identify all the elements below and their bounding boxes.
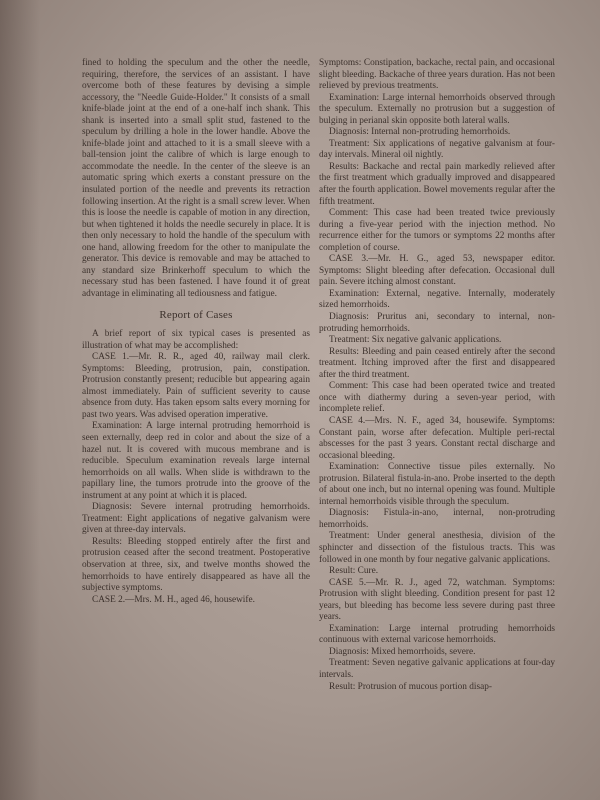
page-gutter-shadow bbox=[0, 0, 40, 800]
body-paragraph: Treatment: Under general anesthesia, division of the sphincter and dissection of the fistulous tracts. This was followed in one month by four negative galvanic applications. bbox=[319, 531, 555, 565]
body-paragraph: Examination: Large internal hemorrhoids observed through the speculum. Externally no protrusion but a suggestion of bulging in perianal skin opposite both lateral walls. bbox=[319, 92, 555, 126]
body-paragraph: Result: Cure. bbox=[329, 566, 379, 577]
body-paragraph: Symptoms: Constipation, backache, rectal pain, and occasional slight bleeding. Backache of three years duration. Has not been relieved by previous treatments. bbox=[319, 58, 555, 92]
body-paragraph: Examination: External, negative. Internally, moderately sized hemorrhoids. bbox=[319, 288, 555, 311]
case-paragraph: CASE 3.—Mr. H. G., aged 53, newspaper editor. Symptoms: Slight bleeding after defecation. Occasional dull pain. Severe itching almost constant. bbox=[319, 254, 555, 288]
left-text-column bbox=[82, 58, 310, 606]
body-paragraph: Results: Backache and rectal pain markedly relieved after the first treatment which gradually improved and disappeared after the fourth application. Bowel movements regular after the fifth treatment. bbox=[319, 161, 555, 207]
body-paragraph: Result: Protrusion of mucous portion disap- bbox=[329, 681, 492, 692]
case-paragraph: CASE 1.—Mr. R. R., aged 40, railway mail clerk. Symptoms: Bleeding, protrusion, pain, constipation. Protrusion constantly present; reducible but appearing again almost immediately. Pain of sufficient severity to cause absence from duty. Has taken epsom salts every morning for past two years. Was advised operation imperative. bbox=[82, 352, 310, 420]
case-paragraph: CASE 4.—Mrs. N. F., aged 34, housewife. Symptoms: Constant pain, worse after defecation. Multiple peri-rectal abscesses for the past 3 years. Constant rectal discharge and occasional bleeding. bbox=[319, 415, 555, 461]
body-paragraph: Treatment: Seven negative galvanic applications at four-day intervals. bbox=[319, 658, 555, 680]
body-paragraph: Treatment: Six negative galvanic applications. bbox=[329, 335, 502, 346]
body-paragraph: Examination: A large internal protruding hemorrhoid is seen externally, deep red in color and about the size of a hazel nut. It is covered with mucous membrane and is reducible. Speculum examination reveals large internal hemorrhoids on all walls. When slide is withdrawn to the papillary line, the tumors protrude into the groove of the instrument at any point at which it is placed. bbox=[82, 421, 310, 501]
body-paragraph: Treatment: Six applications of negative galvanism at four-day intervals. Mineral oil nightly. bbox=[319, 138, 555, 161]
case-paragraph: CASE 2.—Mrs. M. H., aged 46, housewife. bbox=[92, 594, 255, 605]
body-paragraph: Diagnosis: Internal non-protruding hemorrhoids. bbox=[329, 127, 511, 138]
case-paragraph: CASE 5.—Mr. R. J., aged 72, watchman. Symptoms: Protrusion with slight bleeding. Condition present for past 12 years, but bleeding has become less severe during past three years. bbox=[319, 577, 555, 623]
section-heading: Report of Cases bbox=[159, 309, 233, 322]
body-paragraph: Comment: This case had been treated twice previously during a five-year period with the injection method. No recurrence either for the tumors or symptoms 22 months after completion of course. bbox=[319, 208, 555, 253]
body-paragraph: Diagnosis: Fistula-in-ano, internal, non-protruding hemorrhoids. bbox=[319, 508, 555, 530]
body-paragraph: fined to holding the speculum and the other the needle, requiring, therefore, the services of an assistant. I have overcome both of these features by devising a simple accessory, the "Needle Guide-Holder." It consists of a small knife-blade joint at the end of a one-half inch shank. This shank is inserted into a small split stud, fastened to the speculum by drilling a hole in the lower handle. Above the knife-blade joint and attached to it is a small sleeve with a ball-tension joint the calibre of which is large enough to accommodate the needle. In the center of the sleeve is an automatic spring which exerts a constant pressure on the insulated portion of the needle and prevents its retraction following insertion. At the right is a small screw lever. When this is loose the needle is capable of motion in any direction, but when tightened it holds the needle securely in place. It is then only necessary to hold the handle of the speculum with one hand, allowing freedom for the other to manipulate the generator. This device is removable and may be attached to any standard size Brinkerhoff speculum to which the necessary stud has been fastened. I have found it of great advantage in eliminating all tediousness and fatigue. bbox=[82, 58, 310, 299]
body-paragraph: A brief report of six typical cases is presented as illustration of what may be accomplished: bbox=[82, 329, 310, 351]
body-paragraph: Diagnosis: Mixed hemorrhoids, severe. bbox=[329, 646, 476, 657]
body-paragraph: Diagnosis: Severe internal protruding hemorrhoids. Treatment: Eight applications of negative galvanism were given at three-day intervals. bbox=[82, 502, 310, 536]
body-paragraph: Results: Bleeding and pain ceased entirely after the second treatment. Itching improved after the first and disappeared after the third treatment. bbox=[319, 346, 555, 380]
body-paragraph: Results: Bleeding stopped entirely after the first and protrusion ceased after the second treatment. Postoperative observation at three, six, and twelve months showed the hemorrhoids to have entirely disappeared as have all the subjective symptoms. bbox=[82, 536, 310, 594]
body-paragraph: Examination: Connective tissue piles externally. No protrusion. Bilateral fistula-in-ano. Probe inserted to the depth of about one inch, but no internal opening was found. Multiple internal hemorrhoids visible through the speculum. bbox=[319, 462, 555, 507]
body-paragraph: Examination: Large internal protruding hemorrhoids continuous with external varicose hemorrhoids. bbox=[319, 623, 555, 646]
body-paragraph: Diagnosis: Pruritus ani, secondary to internal, non-protruding hemorrhoids. bbox=[319, 312, 555, 334]
right-text-column bbox=[319, 58, 555, 693]
body-paragraph: Comment: This case had been operated twice and treated once with diathermy during a seven-year period, with incomplete relief. bbox=[319, 381, 555, 415]
